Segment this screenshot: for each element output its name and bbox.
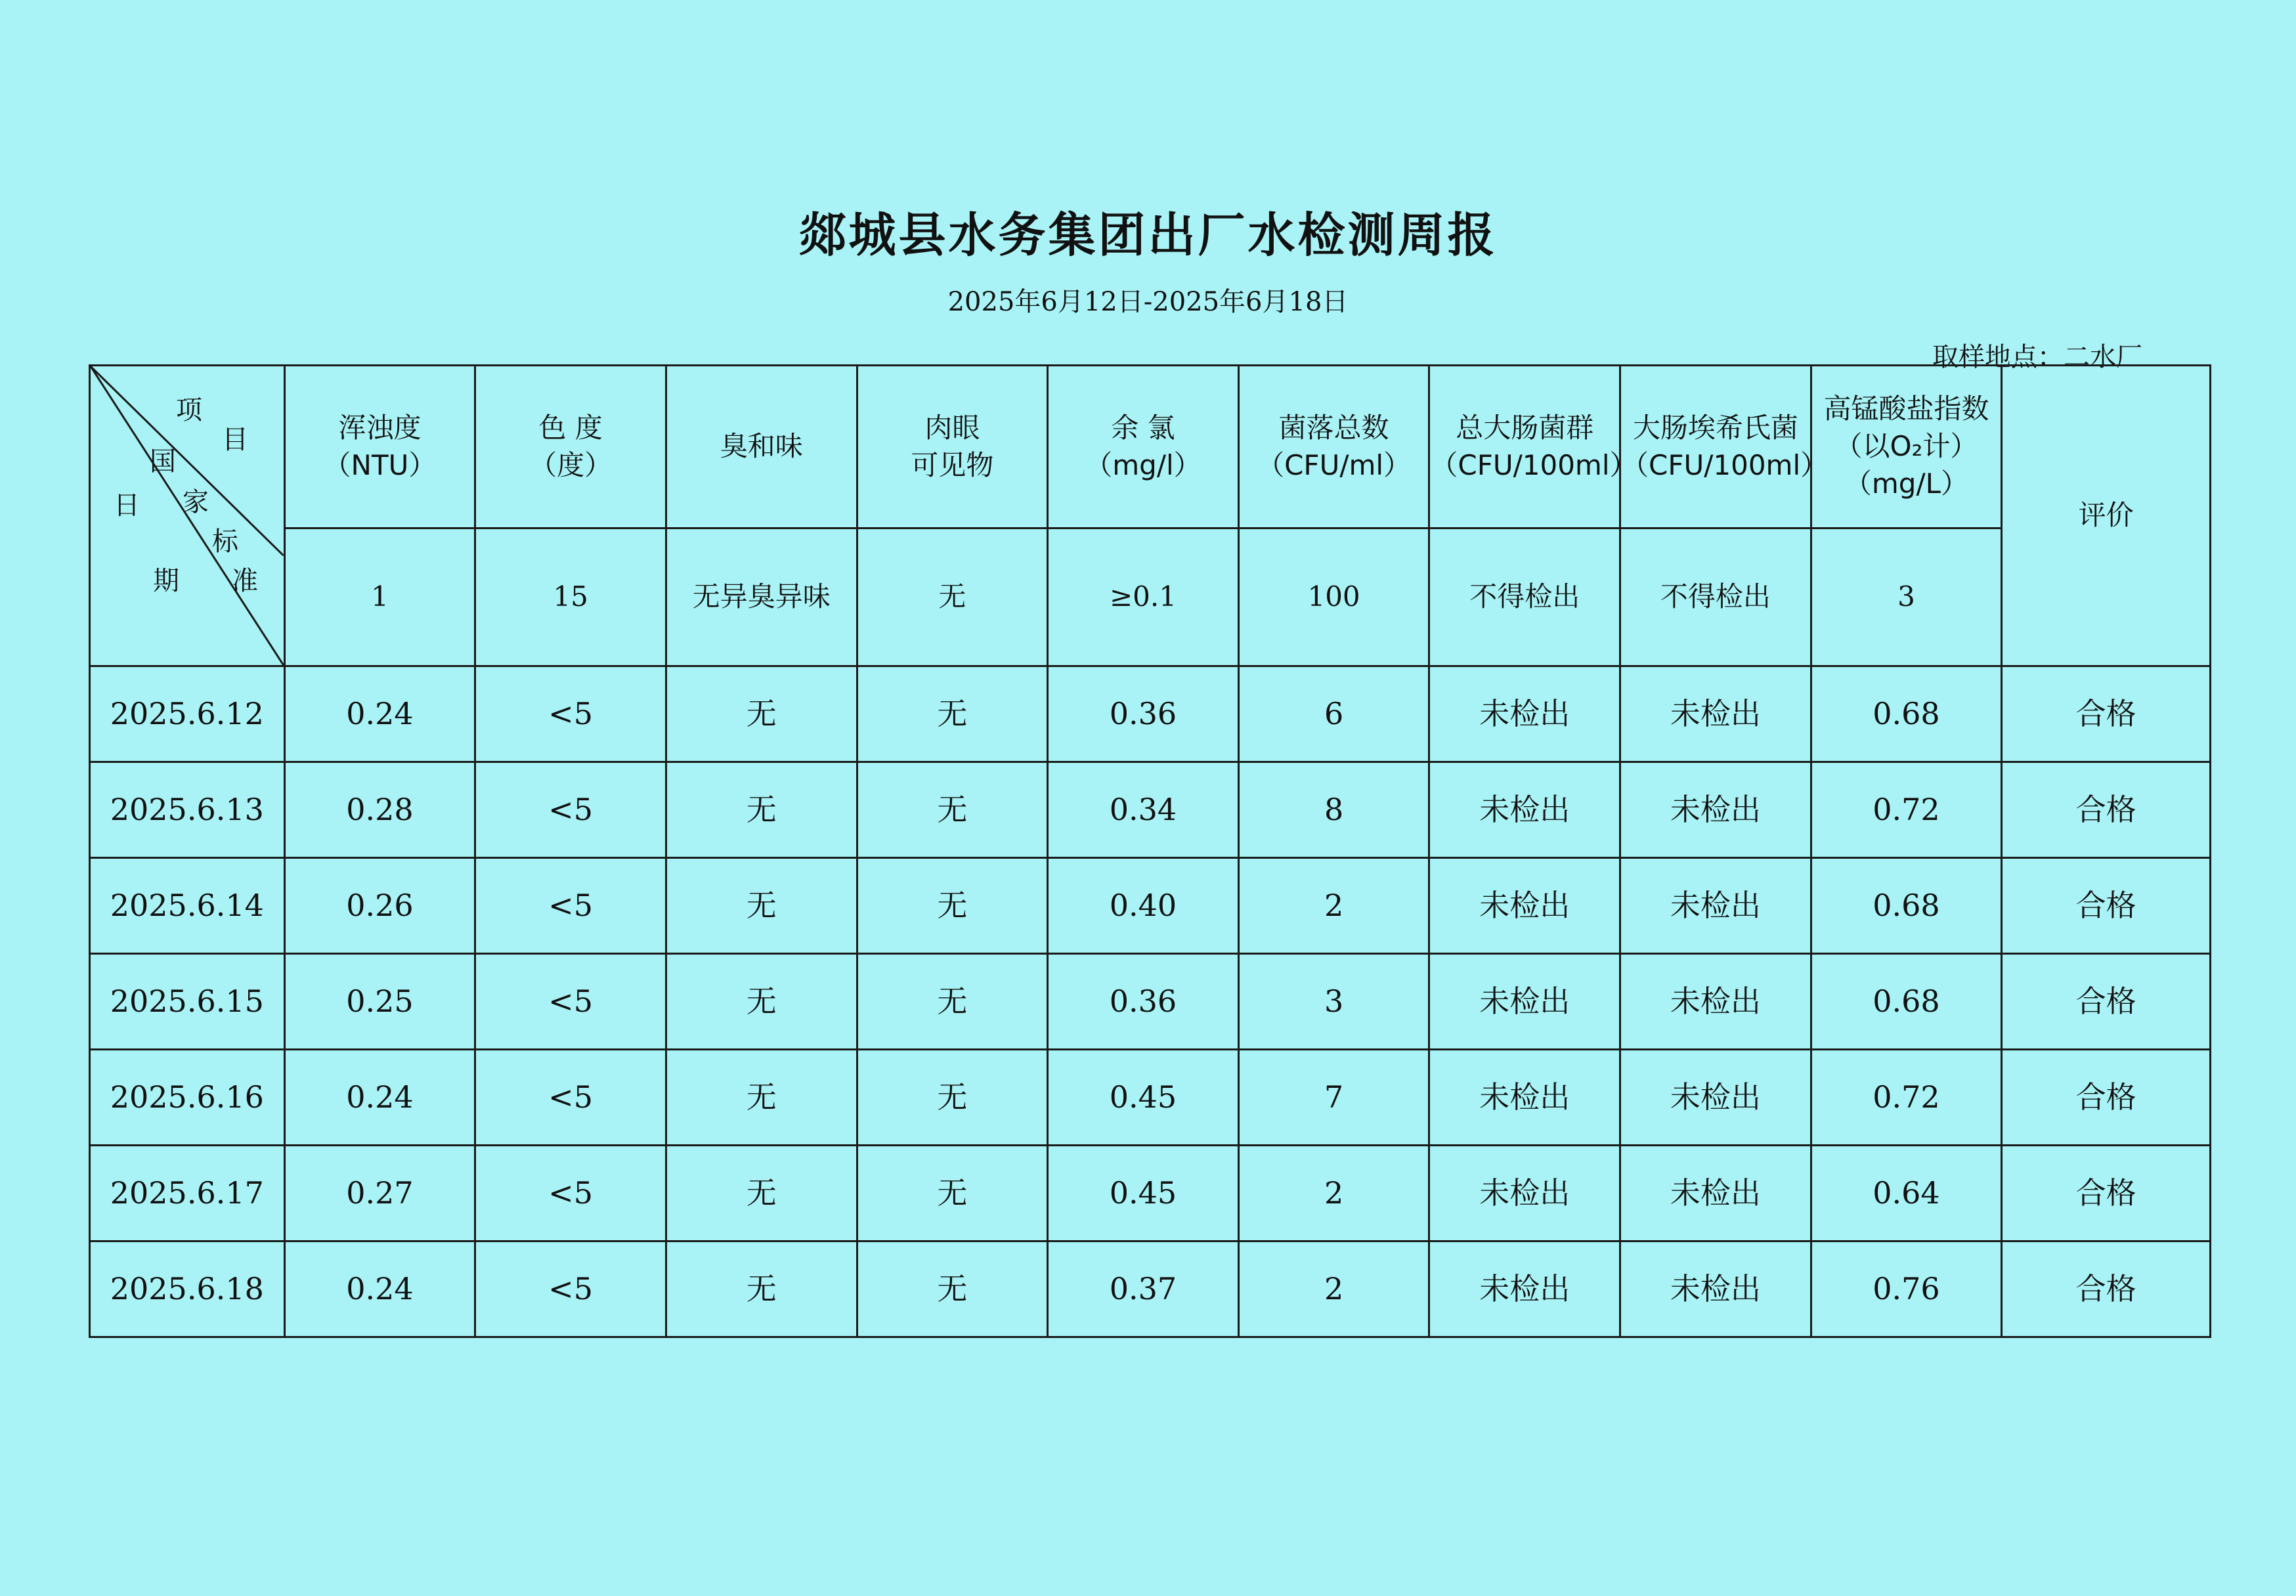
- value-cell: 未检出: [1620, 1241, 1811, 1337]
- value-cell: 未检出: [1620, 666, 1811, 762]
- result-cell: 合格: [2002, 954, 2211, 1050]
- date-cell: 2025.6.16: [90, 1050, 285, 1146]
- data-rows: [90, 666, 2211, 1337]
- value-cell: 2: [1238, 1241, 1429, 1337]
- value-cell: 未检出: [1429, 666, 1620, 762]
- corner-label-standard-4: 准: [232, 566, 258, 596]
- value-cell: 未检出: [1429, 858, 1620, 954]
- value-cell: 无: [857, 954, 1048, 1050]
- header-turbidity: 浑浊度 （NTU）: [284, 366, 475, 528]
- value-cell: 无: [857, 1146, 1048, 1241]
- report-date-range: 2025年6月12日-2025年6月18日: [947, 287, 1349, 317]
- table-row: [90, 1146, 2211, 1241]
- value-cell: 7: [1238, 1050, 1429, 1146]
- value-cell: 无: [666, 762, 857, 858]
- result-cell: 合格: [2002, 1241, 2211, 1337]
- table-row: [90, 1241, 2211, 1337]
- standard-value: 100: [1238, 528, 1429, 666]
- corner-label-standard-2: 家: [183, 487, 209, 517]
- header-row: [90, 366, 2211, 528]
- value-cell: 0.76: [1811, 1241, 2002, 1337]
- date-cell: 2025.6.18: [90, 1241, 285, 1337]
- standard-value: 3: [1811, 528, 2002, 666]
- table-row: [90, 1050, 2211, 1146]
- value-cell: 3: [1238, 954, 1429, 1050]
- value-cell: 未检出: [1620, 762, 1811, 858]
- standard-value: ≥0.1: [1048, 528, 1239, 666]
- value-cell: 2: [1238, 1146, 1429, 1241]
- value-cell: 0.24: [284, 666, 475, 762]
- value-cell: 未检出: [1620, 858, 1811, 954]
- value-cell: 无: [666, 1146, 857, 1241]
- value-cell: 未检出: [1429, 1050, 1620, 1146]
- standard-value: 无异臭异味: [666, 528, 857, 666]
- corner-label-item-1: 项: [176, 395, 202, 425]
- value-cell: 0.68: [1811, 858, 2002, 954]
- value-cell: 0.28: [284, 762, 475, 858]
- corner-label-date-1: 日: [114, 490, 140, 521]
- standard-value: 无: [857, 528, 1048, 666]
- value-cell: 无: [857, 762, 1048, 858]
- standard-value: 15: [475, 528, 666, 666]
- table-row: [90, 666, 2211, 762]
- value-cell: 0.37: [1048, 1241, 1239, 1337]
- value-cell: 0.40: [1048, 858, 1239, 954]
- header-permanganate-index: 高锰酸盐指数 （以O₂计） （mg/L）: [1811, 366, 2002, 528]
- value-cell: 无: [666, 858, 857, 954]
- result-cell: 合格: [2002, 858, 2211, 954]
- result-cell: 合格: [2002, 1050, 2211, 1146]
- value-cell: 6: [1238, 666, 1429, 762]
- value-cell: 0.68: [1811, 954, 2002, 1050]
- value-cell: 未检出: [1429, 1146, 1620, 1241]
- header-odor: 臭和味: [666, 366, 857, 528]
- value-cell: 0.72: [1811, 762, 2002, 858]
- value-cell: <5: [475, 666, 666, 762]
- value-cell: <5: [475, 954, 666, 1050]
- corner-header-cell: [90, 366, 285, 666]
- value-cell: 0.36: [1048, 666, 1239, 762]
- value-cell: 0.26: [284, 858, 475, 954]
- value-cell: 0.25: [284, 954, 475, 1050]
- value-cell: 无: [666, 1050, 857, 1146]
- corner-label-item-2: 目: [222, 425, 248, 455]
- value-cell: 0.45: [1048, 1146, 1239, 1241]
- value-cell: 0.36: [1048, 954, 1239, 1050]
- result-cell: 合格: [2002, 762, 2211, 858]
- header-e-coli: 大肠埃希氏菌 （CFU/100ml）: [1620, 366, 1811, 528]
- standard-value: 不得检出: [1429, 528, 1620, 666]
- result-cell: 合格: [2002, 666, 2211, 762]
- header-evaluation: 评价: [2002, 366, 2211, 666]
- value-cell: <5: [475, 1050, 666, 1146]
- value-cell: 无: [857, 858, 1048, 954]
- corner-label-standard-3: 标: [212, 527, 238, 557]
- header-visible-matter: 肉眼 可见物: [857, 366, 1048, 528]
- table-row: [90, 858, 2211, 954]
- value-cell: 0.34: [1048, 762, 1239, 858]
- value-cell: 0.45: [1048, 1050, 1239, 1146]
- report-title: 郯城县水务集团出厂水检测周报: [798, 207, 1498, 263]
- result-cell: 合格: [2002, 1146, 2211, 1241]
- value-cell: 未检出: [1620, 1146, 1811, 1241]
- sampling-location: 取样地点：二水厂: [1932, 342, 2142, 372]
- value-cell: 无: [666, 666, 857, 762]
- header-residual-chlorine: 余 氯 （mg/l）: [1048, 366, 1239, 528]
- value-cell: 未检出: [1429, 762, 1620, 858]
- date-cell: 2025.6.12: [90, 666, 285, 762]
- value-cell: <5: [475, 858, 666, 954]
- value-cell: 0.68: [1811, 666, 2002, 762]
- value-cell: 0.24: [284, 1050, 475, 1146]
- value-cell: 0.72: [1811, 1050, 2002, 1146]
- value-cell: 未检出: [1620, 1050, 1811, 1146]
- value-cell: 无: [857, 1241, 1048, 1337]
- date-cell: 2025.6.14: [90, 858, 285, 954]
- value-cell: 无: [666, 1241, 857, 1337]
- date-cell: 2025.6.13: [90, 762, 285, 858]
- value-cell: 无: [666, 954, 857, 1050]
- date-cell: 2025.6.15: [90, 954, 285, 1050]
- value-cell: 0.27: [284, 1146, 475, 1241]
- value-cell: 无: [857, 1050, 1048, 1146]
- standard-value: 不得检出: [1620, 528, 1811, 666]
- value-cell: 未检出: [1620, 954, 1811, 1050]
- header-total-coliforms: 总大肠菌群 （CFU/100ml）: [1429, 366, 1620, 528]
- date-cell: 2025.6.17: [90, 1146, 285, 1241]
- value-cell: 未检出: [1429, 1241, 1620, 1337]
- value-cell: 无: [857, 666, 1048, 762]
- table-row: [90, 762, 2211, 858]
- corner-label-standard-1: 国: [150, 446, 176, 477]
- header-color: 色 度 （度）: [475, 366, 666, 528]
- standard-value: 1: [284, 528, 475, 666]
- value-cell: 0.24: [284, 1241, 475, 1337]
- value-cell: 0.64: [1811, 1146, 2002, 1241]
- value-cell: <5: [475, 1146, 666, 1241]
- value-cell: <5: [475, 1241, 666, 1337]
- value-cell: 未检出: [1429, 954, 1620, 1050]
- value-cell: <5: [475, 762, 666, 858]
- header-colony-count: 菌落总数 （CFU/ml）: [1238, 366, 1429, 528]
- value-cell: 8: [1238, 762, 1429, 858]
- standards-row: [90, 528, 2211, 666]
- corner-label-date-2: 期: [153, 566, 179, 596]
- table-row: [90, 954, 2211, 1050]
- value-cell: 2: [1238, 858, 1429, 954]
- water-quality-table: [89, 364, 2211, 1338]
